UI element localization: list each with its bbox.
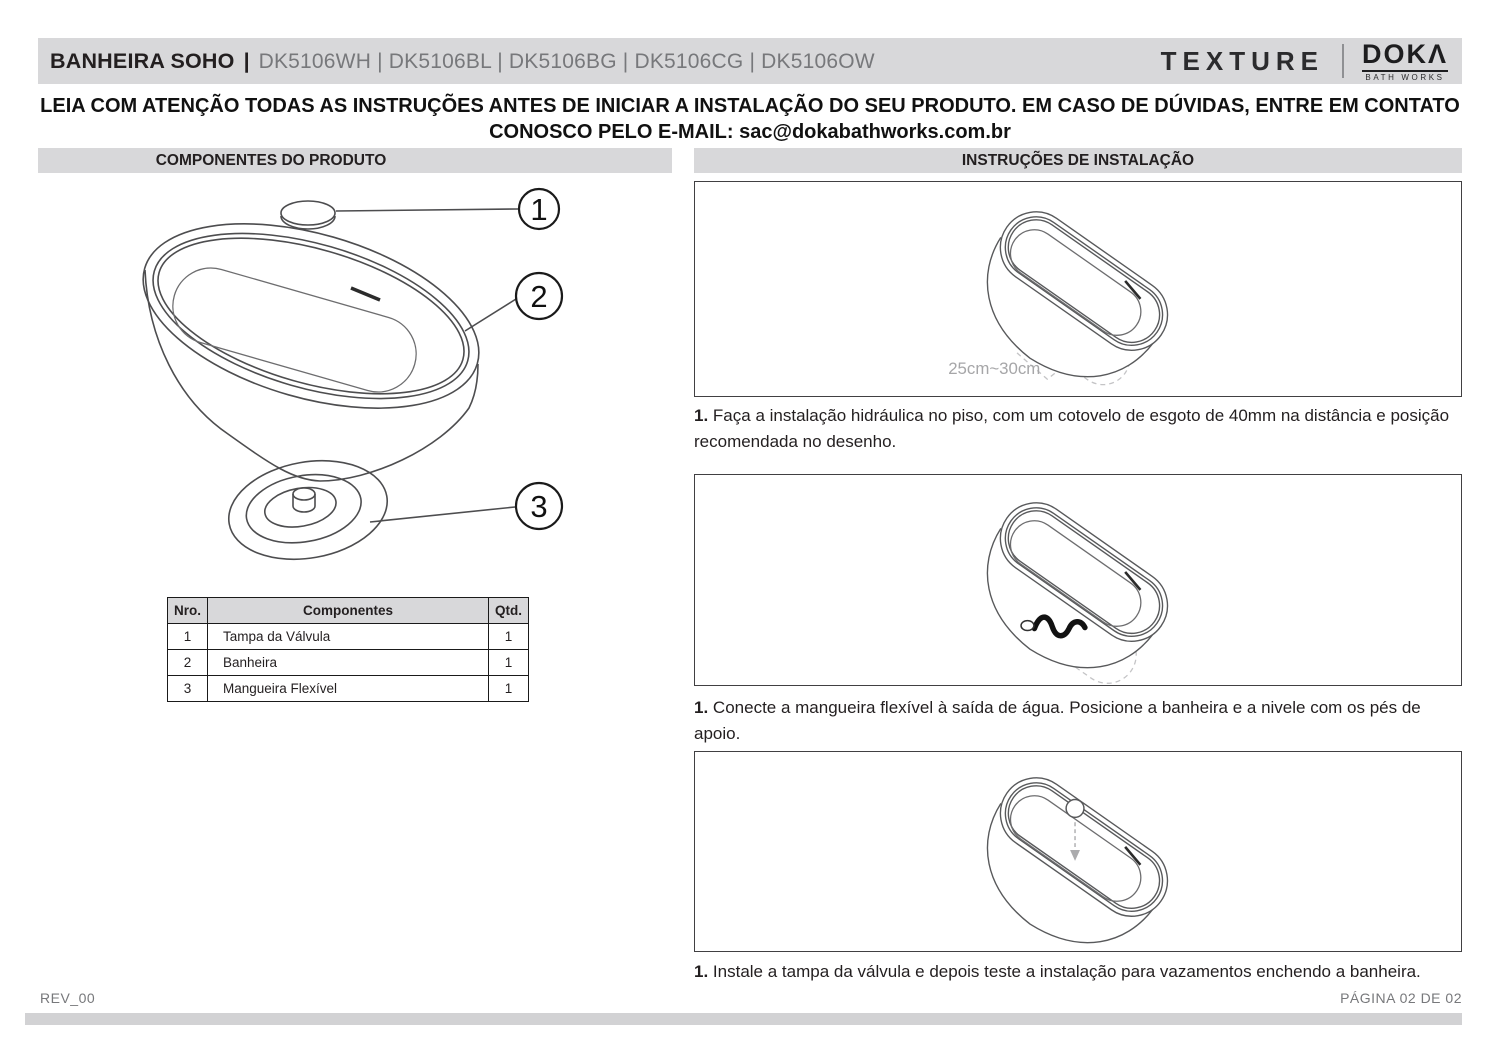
cell-nro: 1 bbox=[168, 624, 208, 650]
footer-bar bbox=[25, 1013, 1462, 1025]
cell-qtd: 1 bbox=[489, 676, 529, 702]
components-section-header: COMPONENTES DO PRODUTO bbox=[38, 148, 672, 173]
step-text: Instale a tampa da válvula e depois teste a instalação para vazamentos enchendo a banheira. bbox=[712, 962, 1421, 981]
cell-qtd: 1 bbox=[489, 624, 529, 650]
svg-text:2: 2 bbox=[530, 279, 548, 314]
instruction-step-3 bbox=[694, 959, 1462, 985]
table-row bbox=[168, 650, 529, 676]
bathtub-drawing bbox=[122, 189, 500, 481]
callout-1 bbox=[519, 189, 559, 229]
instructions-section-header: INSTRUÇÕES DE INSTALAÇÃO bbox=[694, 148, 1462, 173]
instruction-step-2 bbox=[694, 695, 1462, 748]
header-bar bbox=[38, 38, 1462, 84]
attention-notice bbox=[40, 93, 1460, 146]
instruction-figure-1 bbox=[694, 181, 1462, 397]
valve-cap-drawing bbox=[281, 201, 335, 229]
footer-revision: REV_00 bbox=[40, 990, 96, 1006]
notice-line-2: CONOSCO PELO E-MAIL: sac@dokabathworks.com.br bbox=[489, 121, 1011, 144]
bathtub-drawing-step-2 bbox=[953, 489, 1182, 685]
svg-text:3: 3 bbox=[530, 489, 548, 524]
col-header-componentes: Componentes bbox=[208, 598, 489, 624]
texture-logo: TEXTURE bbox=[1160, 45, 1324, 76]
model-codes: DK5106WH | DK5106BL | DK5106BG | DK5106CG | DK5106OW bbox=[258, 49, 875, 73]
step-number: 1. bbox=[694, 698, 709, 717]
cell-componente: Mangueira Flexível bbox=[208, 676, 489, 702]
brand-divider bbox=[1342, 44, 1344, 78]
step-text: Faça a instalação hidráulica no piso, com um cotovelo de esgoto de 40mm na distância e posição recomendada no desenho. bbox=[694, 406, 1450, 452]
cell-componente: Tampa da Válvula bbox=[208, 624, 489, 650]
instruction-figure-3 bbox=[694, 751, 1462, 952]
components-table bbox=[167, 597, 529, 702]
footer-page-number: PÁGINA 02 DE 02 bbox=[1340, 990, 1462, 1006]
product-components-diagram bbox=[108, 178, 590, 578]
table-row bbox=[168, 624, 529, 650]
doka-subtitle: BATH WORKS bbox=[1365, 72, 1445, 82]
brand-logos bbox=[1160, 38, 1448, 82]
callout-3 bbox=[516, 483, 562, 529]
step-text: Conecte a mangueira flexível à saída de água. Posicione a banheira e a nivele com os pés de apoio. bbox=[694, 698, 1421, 744]
instruction-step-1 bbox=[694, 403, 1462, 456]
doka-wordmark: DOKΛ bbox=[1362, 41, 1448, 72]
header-title-group bbox=[50, 49, 875, 74]
doka-logo bbox=[1361, 38, 1448, 82]
col-header-nro: Nro. bbox=[168, 598, 208, 624]
notice-line-1: LEIA COM ATENÇÃO TODAS AS INSTRUÇÕES ANTES DE INICIAR A INSTALAÇÃO DO SEU PRODUTO. EM CASO DE DÚVIDAS, ENTRE EM CONTATO bbox=[40, 95, 1460, 117]
cell-nro: 2 bbox=[168, 650, 208, 676]
instruction-figure-2 bbox=[694, 474, 1462, 686]
flexible-hose-drawing bbox=[221, 449, 395, 571]
product-title: BANHEIRA SOHO bbox=[50, 48, 235, 73]
svg-text:1: 1 bbox=[530, 192, 548, 227]
cell-qtd: 1 bbox=[489, 650, 529, 676]
col-header-qtd: Qtd. bbox=[489, 598, 529, 624]
step-number: 1. bbox=[694, 962, 709, 981]
table-row bbox=[168, 676, 529, 702]
callout-2 bbox=[516, 273, 562, 319]
table-header-row bbox=[168, 598, 529, 624]
overflow-slot bbox=[351, 288, 380, 300]
cell-nro: 3 bbox=[168, 676, 208, 702]
title-separator: | bbox=[243, 48, 250, 73]
dimension-label: 25cm~30cm bbox=[948, 359, 1041, 379]
cell-componente: Banheira bbox=[208, 650, 489, 676]
bathtub-drawing-step-3 bbox=[953, 764, 1181, 951]
step-number: 1. bbox=[694, 406, 709, 425]
